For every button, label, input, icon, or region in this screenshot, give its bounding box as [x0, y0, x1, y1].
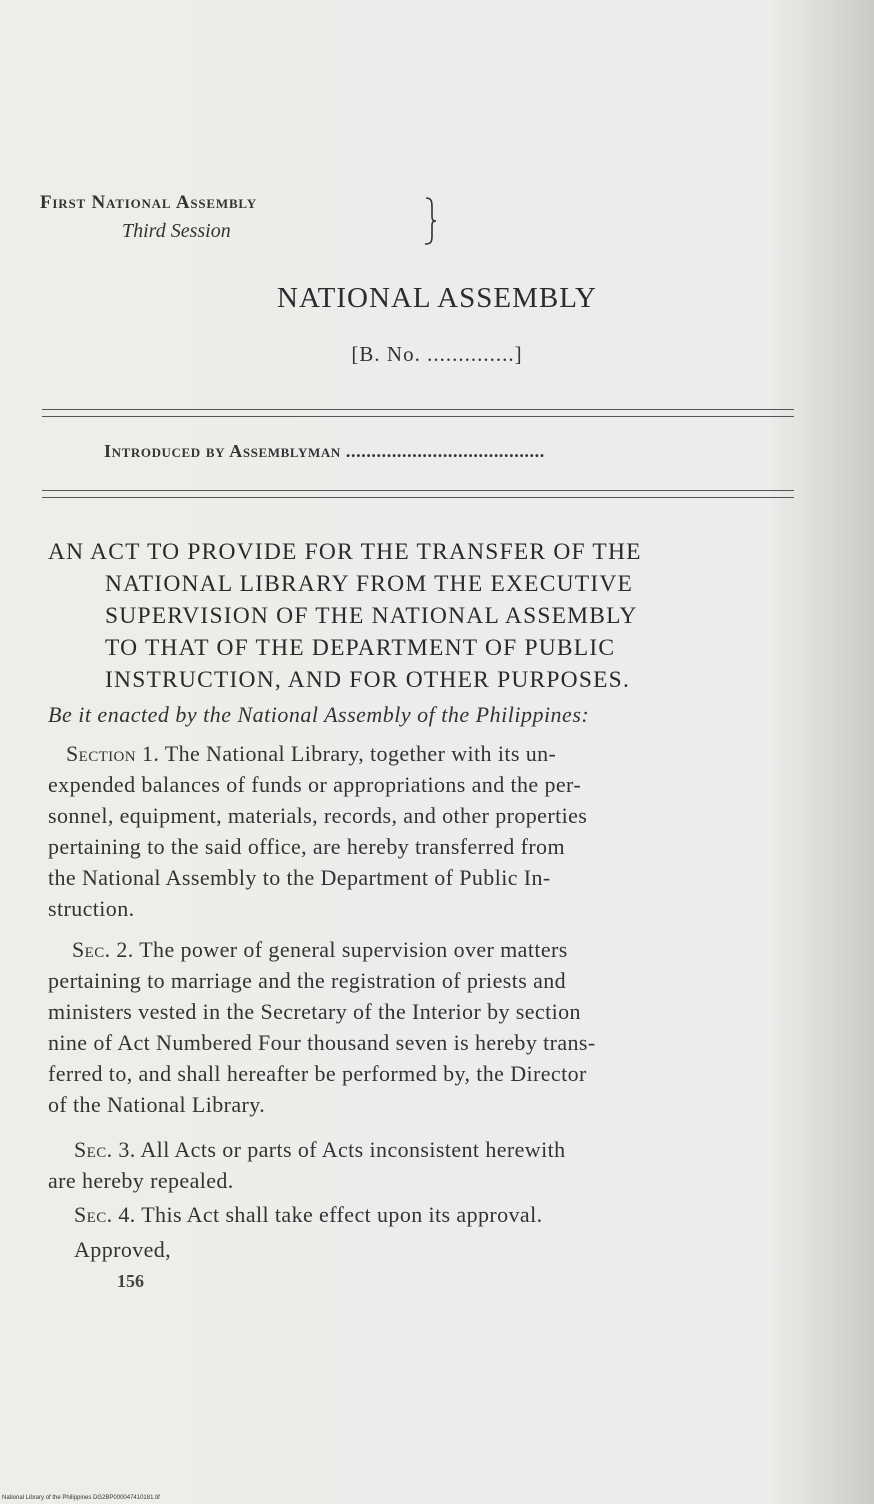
section-1-label: Section 1.	[66, 741, 160, 766]
section-2-line: Sec. 2. The power of general supervision over matters	[72, 937, 568, 962]
approved-line: Approved,	[74, 1237, 172, 1262]
section-1-line: struction.	[48, 896, 135, 921]
section-2-line: ministers vested in the Secretary of the Interior by section	[48, 999, 581, 1024]
act-title-line: INSTRUCTION, AND FOR OTHER PURPOSES.	[105, 667, 631, 693]
scan-footer: National Library of the Philippines DG2BP000047410181.tif	[2, 1495, 160, 1501]
introduced-by-line: Introduced by Assemblyman .......................................	[104, 441, 545, 461]
bill-number: [B. No. ..............]	[351, 342, 523, 366]
session-heading	[40, 192, 420, 262]
page-number: 156	[117, 1271, 144, 1291]
act-title-line: AN ACT TO PROVIDE FOR THE TRANSFER OF THE	[48, 539, 642, 565]
section-2-line: nine of Act Numbered Four thousand seven is hereby trans-	[48, 1030, 596, 1055]
section-2-line: of the National Library.	[48, 1092, 266, 1117]
section-1-line: pertaining to the said office, are hereby transferred from	[48, 834, 565, 859]
session-line-2: Third Session	[122, 220, 231, 242]
divider-bottom	[42, 490, 794, 498]
section-1-line: the National Assembly to the Department of Public In-	[48, 865, 551, 890]
act-title-line: TO THAT OF THE DEPARTMENT OF PUBLIC	[105, 635, 616, 661]
section-2-line: ferred to, and shall hereafter be performed by, the Director	[48, 1061, 587, 1086]
enacting-clause: Be it enacted by the National Assembly of the Philippines:	[48, 702, 590, 727]
section-1-line: sonnel, equipment, materials, records, and other properties	[48, 803, 588, 828]
divider-top	[42, 409, 794, 417]
section-4-line: Sec. 4. This Act shall take effect upon its approval.	[74, 1202, 543, 1227]
assembly-title: NATIONAL ASSEMBLY	[277, 282, 597, 314]
section-1-line: expended balances of funds or appropriations and the per-	[48, 772, 582, 797]
section-2-line: pertaining to marriage and the registration of priests and	[48, 968, 567, 993]
section-1-line: Section 1. The National Library, together with its un-	[66, 741, 557, 766]
act-title-line: SUPERVISION OF THE NATIONAL ASSEMBLY	[105, 603, 638, 629]
brace-icon	[424, 196, 438, 246]
section-3-label: Sec. 3.	[74, 1137, 136, 1162]
act-title-line: NATIONAL LIBRARY FROM THE EXECUTIVE	[105, 571, 634, 597]
section-2-label: Sec. 2.	[72, 937, 134, 962]
section-4-label: Sec. 4.	[74, 1202, 136, 1227]
section-3-line: Sec. 3. All Acts or parts of Acts inconsistent herewith	[74, 1137, 566, 1162]
section-3-line: are hereby repealed.	[48, 1168, 234, 1193]
session-line-1: First National Assembly	[40, 192, 257, 213]
